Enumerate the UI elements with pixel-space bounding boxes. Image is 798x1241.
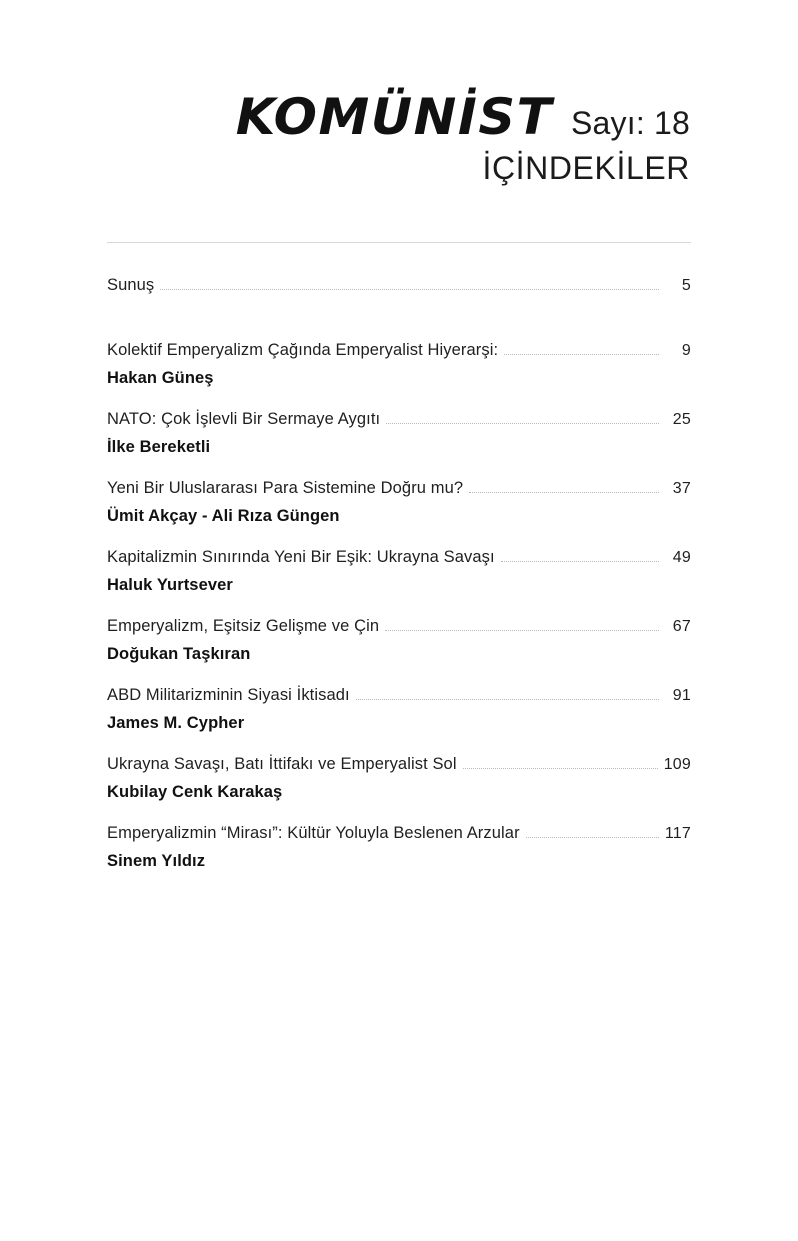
toc-entry-line [107, 617, 691, 636]
leader-dots [469, 491, 659, 493]
masthead-top-row [235, 88, 690, 146]
toc-entry-page: 49 [672, 549, 691, 566]
toc-entry-page: 91 [672, 687, 691, 704]
toc-entry-page: 67 [672, 618, 691, 635]
toc-entry-title: Emperyalizm, Eşitsiz Gelişme ve Çin [107, 617, 380, 635]
toc-entry-line [107, 410, 691, 429]
page-title: İÇİNDEKİLER [482, 150, 690, 186]
toc-entry-page: 5 [681, 277, 691, 294]
toc-entry[interactable] [107, 617, 691, 664]
leader-dots [501, 560, 659, 562]
toc-entry-line [107, 755, 691, 774]
toc-entry-title: Yeni Bir Uluslararası Para Sistemine Doğru mu? [107, 479, 464, 497]
leader-dots [356, 698, 659, 700]
toc-entry-title: Sunuş [107, 276, 155, 294]
toc-entry-author: Hakan Güneş [107, 369, 214, 387]
leader-dots [526, 836, 659, 838]
toc-entry-title: NATO: Çok İşlevli Bir Sermaye Aygıtı [107, 410, 381, 428]
magazine-title: KOMÜNİST [235, 88, 553, 146]
toc-entry[interactable] [107, 824, 691, 871]
toc-entry[interactable] [107, 686, 691, 733]
toc-entry[interactable] [107, 479, 691, 526]
toc-entry-line [107, 686, 691, 705]
toc-entry-author: Doğukan Taşkıran [107, 645, 251, 663]
toc-entry-page: 9 [681, 342, 691, 359]
toc-entry[interactable] [107, 548, 691, 595]
header-divider [107, 242, 691, 243]
issue-number: Sayı: 18 [570, 105, 690, 141]
leader-dots [385, 629, 659, 631]
toc-entry-line [107, 276, 691, 295]
toc-entry-author: İlke Bereketli [107, 438, 211, 456]
toc-entry[interactable] [107, 755, 691, 802]
toc-entry-line [107, 341, 691, 360]
toc-entry-author: James M. Cypher [107, 714, 245, 732]
toc-entry[interactable] [107, 341, 691, 388]
toc-entry-author: Haluk Yurtsever [107, 576, 233, 594]
leader-dots [386, 422, 659, 424]
leader-dots [160, 288, 659, 290]
toc-entry-author: Sinem Yıldız [107, 852, 206, 870]
toc-entry-title: Kapitalizmin Sınırında Yeni Bir Eşik: Ukrayna Savaşı [107, 548, 495, 566]
masthead [235, 88, 690, 186]
toc-entry-line [107, 824, 691, 843]
toc-entry-title: Ukrayna Savaşı, Batı İttifakı ve Emperyalist Sol [107, 755, 457, 773]
table-of-contents [107, 276, 691, 893]
leader-dots [463, 767, 658, 769]
toc-entry-page: 117 [664, 825, 691, 842]
toc-entry-author: Kubilay Cenk Karakaş [107, 783, 283, 801]
toc-entry-page: 37 [672, 480, 691, 497]
toc-entry-title: Emperyalizmin “Mirası”: Kültür Yoluyla Beslenen Arzular [107, 824, 520, 842]
toc-entry-title: Kolektif Emperyalizm Çağında Emperyalist Hiyerarşi: [107, 341, 499, 359]
toc-entry-title: ABD Militarizminin Siyasi İktisadı [107, 686, 350, 704]
toc-entry[interactable] [107, 276, 691, 295]
toc-entry-page: 109 [663, 756, 691, 773]
toc-entry[interactable] [107, 410, 691, 457]
leader-dots [504, 353, 659, 355]
toc-entry-page: 25 [672, 411, 691, 428]
toc-entry-line [107, 479, 691, 498]
toc-entry-author: Ümit Akçay - Ali Rıza Güngen [107, 507, 340, 525]
toc-entry-line [107, 548, 691, 567]
